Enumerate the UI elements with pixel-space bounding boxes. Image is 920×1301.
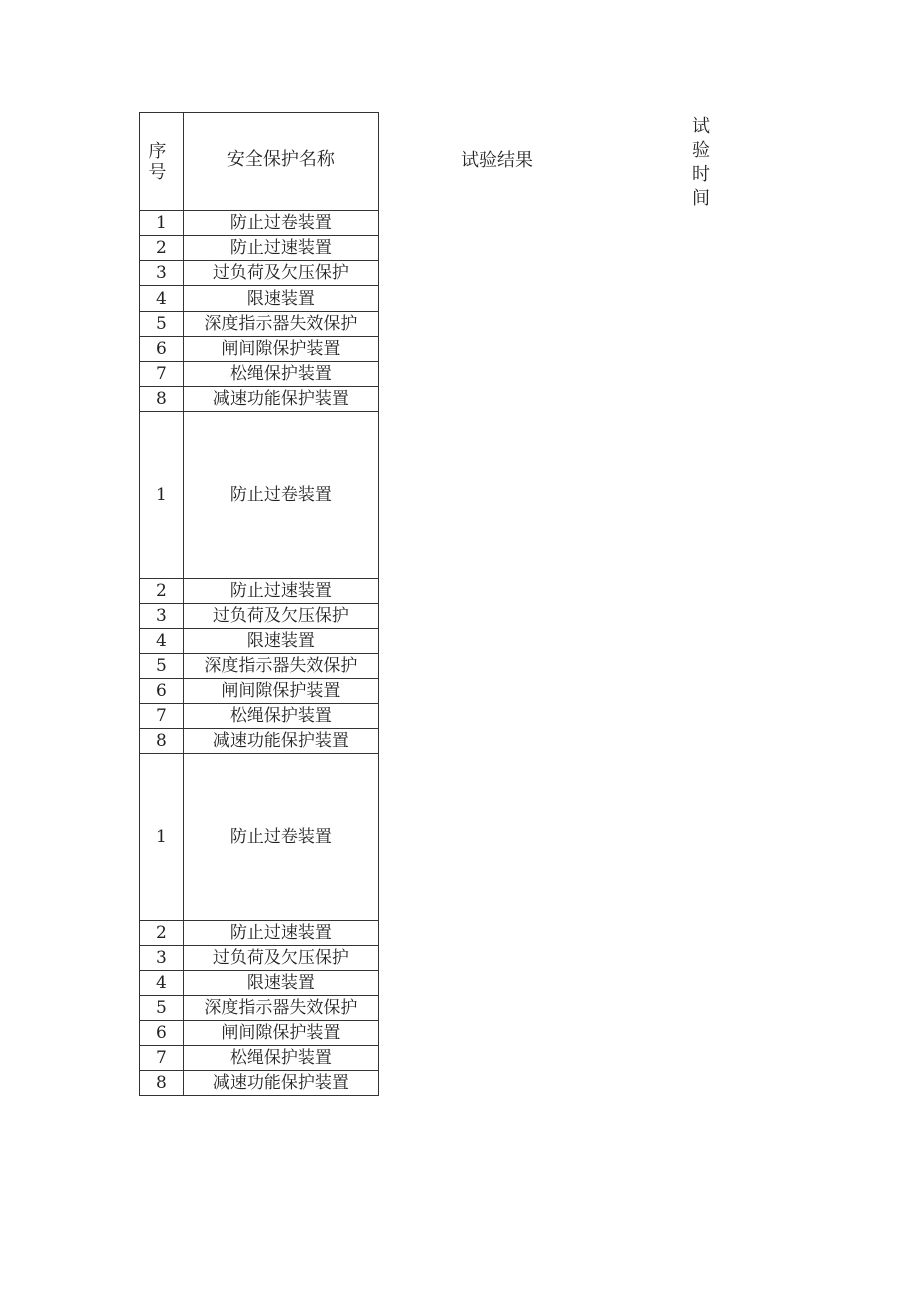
row-name: 过负荷及欠压保护 <box>184 946 379 970</box>
table-row <box>140 946 379 971</box>
table-row <box>140 1071 379 1096</box>
row-name: 减速功能保护装置 <box>184 387 379 411</box>
header-no: 序号 <box>140 113 184 210</box>
row-name: 闸间隙保护装置 <box>184 679 379 703</box>
row-name: 防止过卷装置 <box>184 754 379 920</box>
table-row <box>140 921 379 946</box>
table-row <box>140 579 379 604</box>
row-name: 限速装置 <box>184 286 379 311</box>
table-row <box>140 337 379 362</box>
row-no: 1 <box>140 754 184 920</box>
row-no: 7 <box>140 704 184 728</box>
table-row <box>140 996 379 1021</box>
table-row <box>140 654 379 679</box>
row-no: 7 <box>140 362 184 386</box>
row-name: 防止过卷装置 <box>184 211 379 235</box>
row-no: 2 <box>140 236 184 260</box>
table-row <box>140 729 379 754</box>
row-no: 3 <box>140 261 184 285</box>
table-row <box>140 679 379 704</box>
header-test-result: 试验结果 <box>461 150 533 171</box>
row-no: 6 <box>140 1021 184 1045</box>
table-row <box>140 261 379 286</box>
table-row <box>140 362 379 387</box>
row-no: 3 <box>140 946 184 970</box>
row-name: 深度指示器失效保护 <box>184 312 379 336</box>
row-name: 防止过速装置 <box>184 921 379 945</box>
row-name: 减速功能保护装置 <box>184 729 379 753</box>
row-name: 闸间隙保护装置 <box>184 1021 379 1045</box>
table-row <box>140 629 379 654</box>
row-no: 8 <box>140 387 184 411</box>
row-name: 松绳保护装置 <box>184 362 379 386</box>
header-test-time: 试验时间 <box>692 116 710 209</box>
table-row <box>140 704 379 729</box>
row-name: 过负荷及欠压保护 <box>184 261 379 285</box>
row-no: 6 <box>140 337 184 361</box>
row-no: 5 <box>140 996 184 1020</box>
row-name: 松绳保护装置 <box>184 1046 379 1070</box>
row-no: 7 <box>140 1046 184 1070</box>
row-no: 8 <box>140 729 184 753</box>
table-row <box>140 754 379 921</box>
row-no: 2 <box>140 921 184 945</box>
row-no: 5 <box>140 312 184 336</box>
row-no: 8 <box>140 1071 184 1095</box>
table-row <box>140 387 379 412</box>
header-name: 安全保护名称 <box>184 113 379 210</box>
table-row <box>140 412 379 579</box>
row-name: 减速功能保护装置 <box>184 1071 379 1095</box>
table-row <box>140 312 379 337</box>
table-row <box>140 236 379 261</box>
row-no: 6 <box>140 679 184 703</box>
row-name: 过负荷及欠压保护 <box>184 604 379 628</box>
row-no: 5 <box>140 654 184 678</box>
table-row <box>140 1021 379 1046</box>
row-name: 松绳保护装置 <box>184 704 379 728</box>
row-name: 深度指示器失效保护 <box>184 654 379 678</box>
table-row <box>140 604 379 629</box>
row-no: 4 <box>140 629 184 653</box>
row-name: 防止过卷装置 <box>184 412 379 578</box>
table-header-row <box>140 113 379 211</box>
row-no: 1 <box>140 412 184 578</box>
safety-protection-table <box>139 112 379 1096</box>
table-row <box>140 971 379 996</box>
table-row <box>140 1046 379 1071</box>
row-name: 防止过速装置 <box>184 579 379 603</box>
table-row <box>140 286 379 312</box>
row-name: 限速装置 <box>184 629 379 653</box>
row-no: 2 <box>140 579 184 603</box>
row-name: 防止过速装置 <box>184 236 379 260</box>
row-name: 闸间隙保护装置 <box>184 337 379 361</box>
row-no: 4 <box>140 286 184 311</box>
row-no: 3 <box>140 604 184 628</box>
table-row <box>140 211 379 236</box>
row-name: 限速装置 <box>184 971 379 995</box>
row-no: 1 <box>140 211 184 235</box>
row-name: 深度指示器失效保护 <box>184 996 379 1020</box>
row-no: 4 <box>140 971 184 995</box>
